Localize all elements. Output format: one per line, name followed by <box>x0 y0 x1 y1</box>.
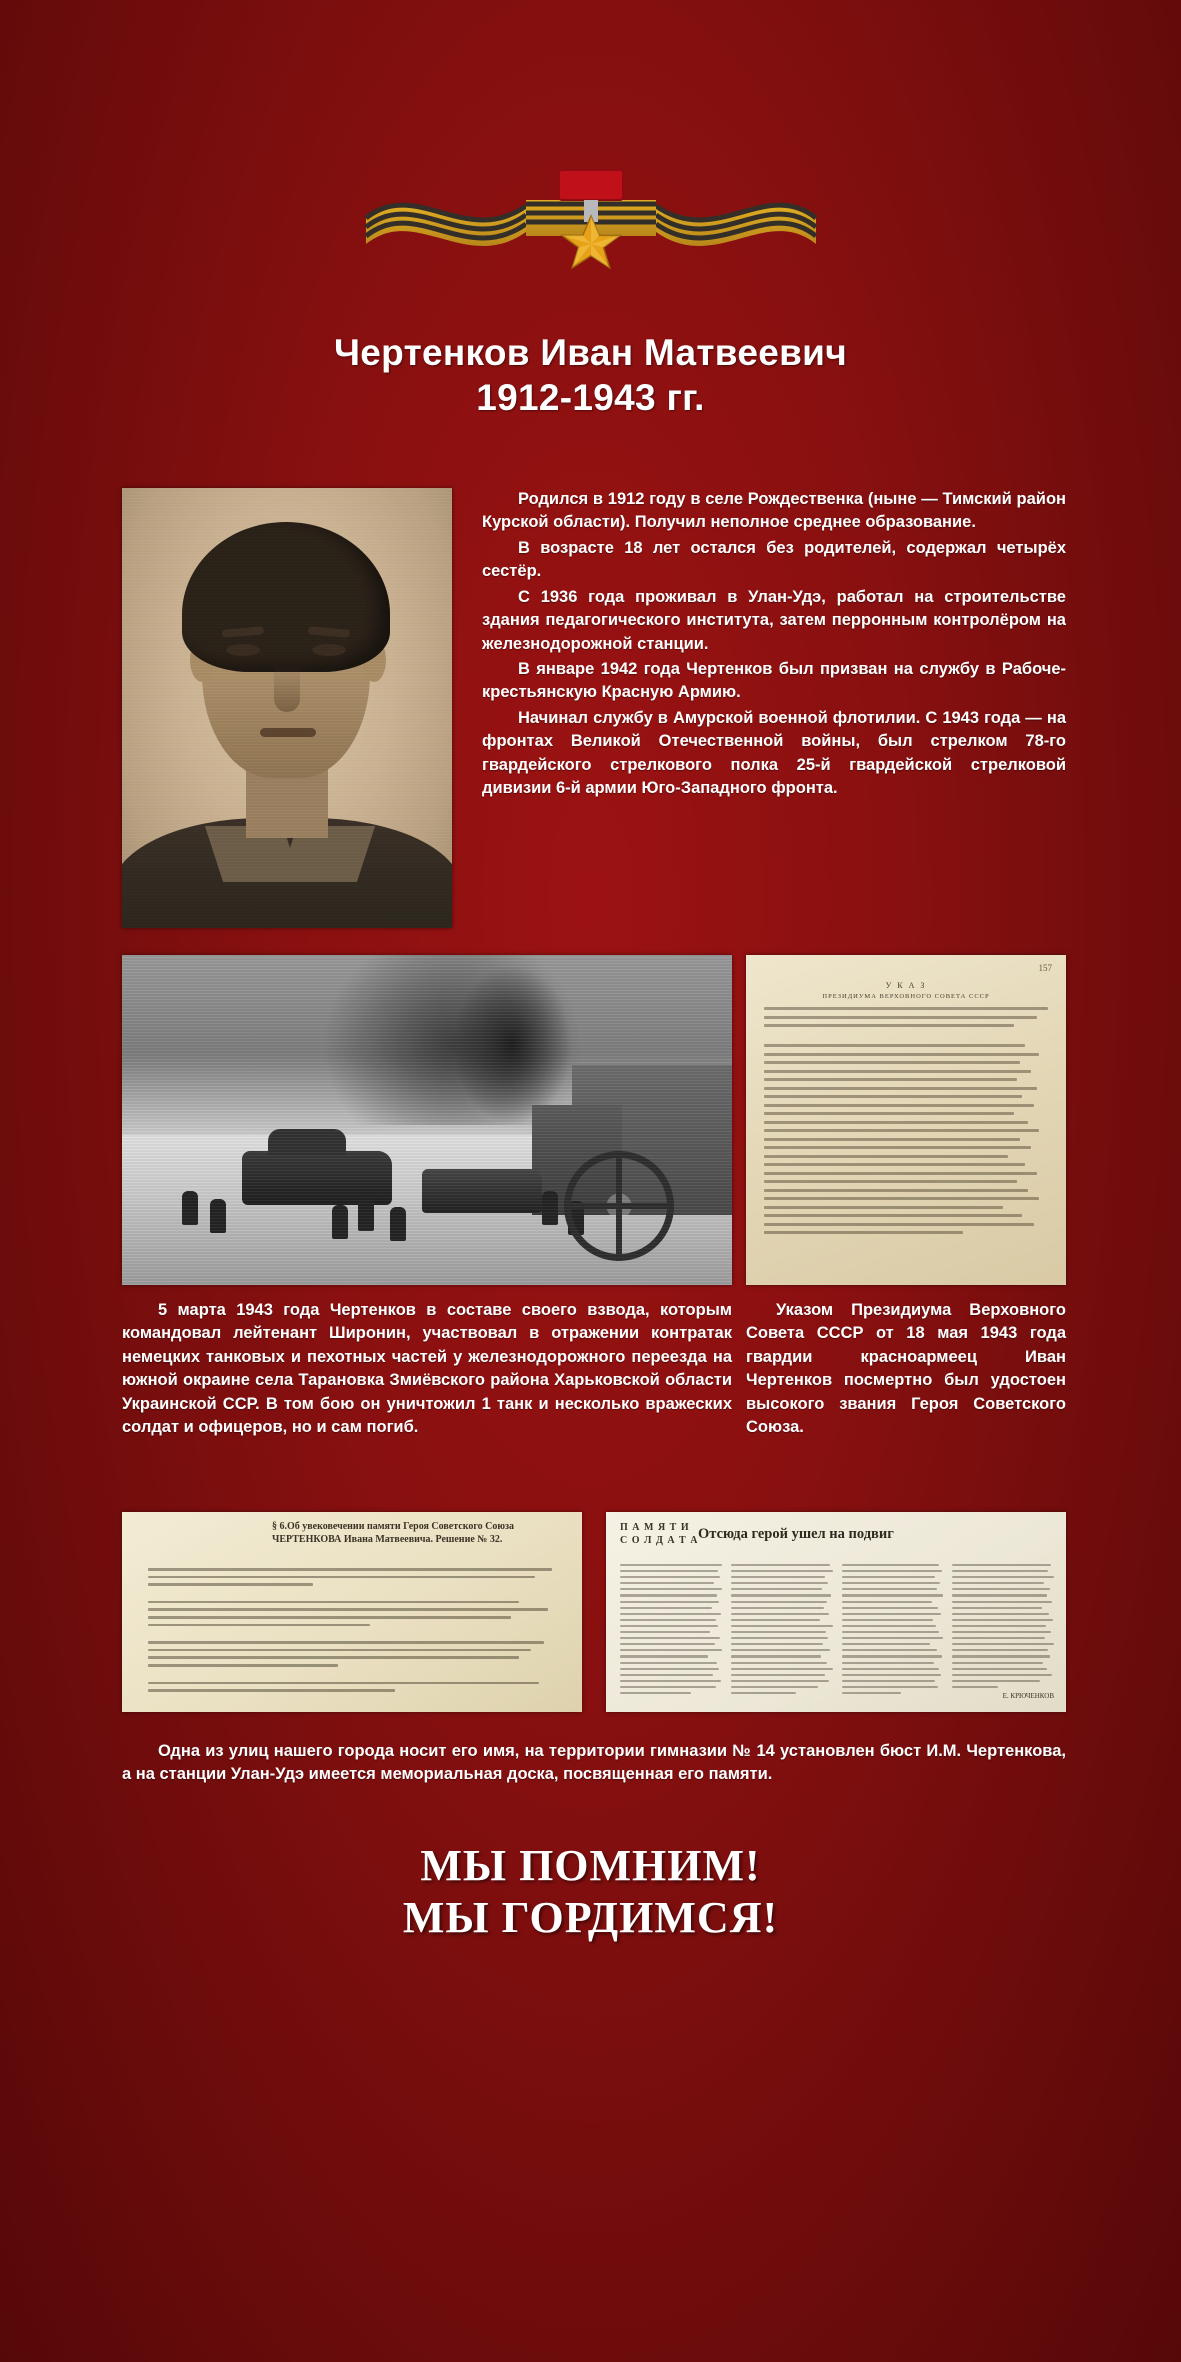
decree-document-image <box>746 955 1066 1285</box>
newspaper-columns <box>620 1564 1054 1702</box>
page-title <box>0 330 1181 420</box>
memorial-note-text: Одна из улиц нашего города носит его имя, на территории гимназии № 14 установлен бюст И.М. Чертенкова, а на станции Улан-Удэ имеется мемориальная доска, посвященная его памяти. <box>122 1742 1066 1784</box>
bio-paragraph: Начинал службу в Амурской военной флотилии. С 1943 года — на фронтах Великой Отечественной войны, был стрелком 78-го гвардейского стрелкового полка 25-й гвардейской стрелковой дивизии 6-й армии Юго-Западного фронта. <box>482 708 1066 798</box>
hero-portrait-photo <box>122 488 452 928</box>
decree-subheader-text: ПРЕЗИДИУМА ВЕРХОВНОГО СОВЕТА СССР <box>822 993 990 1000</box>
battle-and-decree-block <box>122 955 1066 1440</box>
decree-heading <box>746 981 1066 1000</box>
battle-painting-image <box>122 955 732 1285</box>
decree-caption-text: Указом Президиума Верховного Совета СССР от 18 мая 1943 года гвардии красноармеец Иван Чертенков посмертно был удостоен высокого звания Героя Советского Союза. <box>746 1301 1066 1437</box>
clippings-block <box>122 1512 1066 1712</box>
newspaper-masthead: П А М Я Т И С О Л Д А Т А <box>620 1522 699 1546</box>
biography-block <box>122 488 1066 928</box>
biography-text <box>482 488 1066 802</box>
slogan-line-1: МЫ ПОМНИМ! <box>420 1841 761 1890</box>
newspaper-clipping-image <box>606 1512 1066 1712</box>
bio-paragraph: С 1936 года проживал в Улан-Удэ, работал на строительстве здания педагогического института, затем перронным контролёром на железнодорожной станции. <box>482 587 1066 653</box>
bio-paragraph: Родился в 1912 году в селе Рождественка (ныне — Тимский район Курской области). Получил неполное среднее образование. <box>482 490 1066 532</box>
st-george-ribbon-with-gold-star-icon <box>356 148 826 278</box>
battle-column <box>122 955 732 1440</box>
bio-paragraph: В возрасте 18 лет остался без родителей, содержал четырёх сестёр. <box>482 538 1066 581</box>
title-line-1: Чертенков Иван Матвеевич <box>333 332 847 373</box>
decree-column <box>746 955 1066 1440</box>
slogan <box>0 1840 1181 1944</box>
decree-header-text: У К А З <box>885 981 927 990</box>
slogan-line-2: МЫ ГОРДИМСЯ! <box>402 1892 779 1942</box>
decision-text-lines <box>148 1568 560 1697</box>
decision-heading: § 6.Об увековечении памяти Героя Советского Союза ЧЕРТЕНКОВА Ивана Матвеевича. Решение № 32. <box>272 1521 515 1545</box>
memorial-note <box>122 1740 1066 1787</box>
bio-paragraph: В январе 1942 года Чертенков был призван на службу в Рабоче-крестьянскую Красную Армию. <box>482 659 1066 702</box>
decree-caption <box>746 1299 1066 1440</box>
battle-caption <box>122 1299 732 1440</box>
decree-page-number: 157 <box>1038 963 1052 973</box>
decree-text-lines <box>764 1007 1048 1269</box>
newspaper-byline: Е. КРЮЧЕНКОВ <box>1002 1691 1054 1700</box>
decision-document-image <box>122 1512 582 1712</box>
battle-caption-text: 5 марта 1943 года Чертенков в составе своего взвода, которым командовал лейтенант Широнин, участвовал в отражении контратак немецких танковых и пехотных частей у железнодорожного переезда на южной окраине села Тарановка Змиёвского района Харьковской области Украинской ССР. В том бою он уничтожил 1 танк и несколько вражеских солдат и офицеров, но и сам погиб. <box>122 1301 732 1437</box>
emblem-container <box>0 148 1181 278</box>
title-line-2: 1912-1943 гг. <box>476 377 705 419</box>
newspaper-headline: Отсюда герой ушел на подвиг <box>698 1526 894 1542</box>
